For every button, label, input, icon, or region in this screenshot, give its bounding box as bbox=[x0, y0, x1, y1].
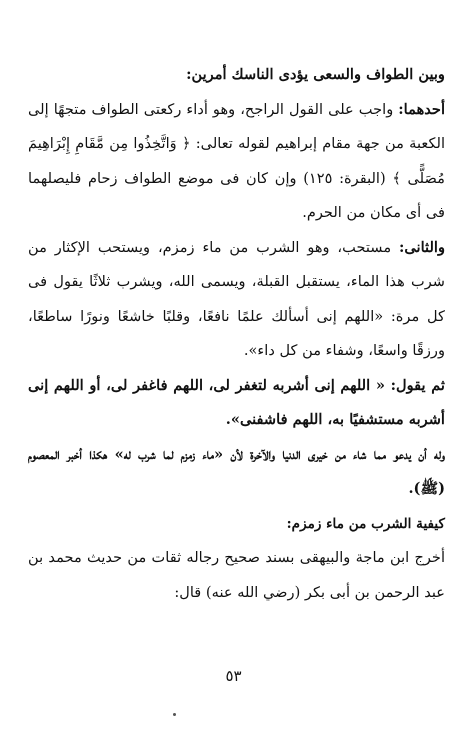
closing-paragraph: أخرج ابن ماجة والبيهقى بسند صحيح رجاله ثقات من حديث محمد بن عبد الرحمن بن أبى بكر (رضي الله عنه) قال: bbox=[28, 549, 445, 601]
intro-line bbox=[28, 58, 445, 93]
section-heading: كيفية الشرب من ماء زمزم: bbox=[286, 515, 445, 532]
paragraph-second-matter bbox=[28, 231, 445, 369]
page-number: ٥٣ bbox=[225, 667, 242, 685]
paragraph-first-matter bbox=[28, 93, 445, 231]
page-body-text bbox=[28, 58, 445, 610]
paragraph-supplication bbox=[28, 369, 445, 438]
paragraph-text-first: واجب على القول الراجح، وهو أداء ركعتى الطواف متجهًا إلى الكعبة من جهة مقام إبراهيم لقوله تعالى: ﴿ وَاتَّخِذُوا مِن مَّقَامِ إِبْرَاهِيمَ مُصَلًّى ﴾ (البقرة: ١٢٥) وإن كان فى موضع الطواف زحام فليصلهما فى أى مكان من الحرم. bbox=[28, 100, 445, 221]
intro-line-text: وبين الطواف والسعى يؤدى الناسك أمرين: bbox=[186, 66, 445, 83]
paragraph-lead-second: والثانى: bbox=[398, 238, 445, 256]
paragraph-lead-first: أحدهما: bbox=[398, 100, 445, 118]
paragraph-zamzam-hadith bbox=[28, 438, 445, 507]
paragraph-text-zamzam: وله أن يدعو مما شاء من خيرى الدنيا والآخرة لأن «ماء زمزم لما شرب له» هكذا أخبر المعصوم (ﷺ). bbox=[28, 445, 445, 497]
paragraph-text-second: مستحب، وهو الشرب من ماء زمزم، ويستحب الإكثار من شرب هذا الماء، يستقبل القبلة، ويسمى الله، ويشرب ثلاثًا يقول فى كل مرة: «اللهم إنى أسألك علمًا نافعًا، وقلبًا خاشعًا ونورًا ساطعًا، ورزقًا واسعًا، وشفاء من كل داء». bbox=[28, 238, 445, 359]
paragraph-text-supplication: ثم يقول: « اللهم إنى أشربه لتغفر لى، اللهم فاغفر لى، أو اللهم إنى أشربه مستشفيًا به، اللهم فاشفنى». bbox=[28, 376, 445, 428]
page-speck bbox=[173, 713, 176, 716]
